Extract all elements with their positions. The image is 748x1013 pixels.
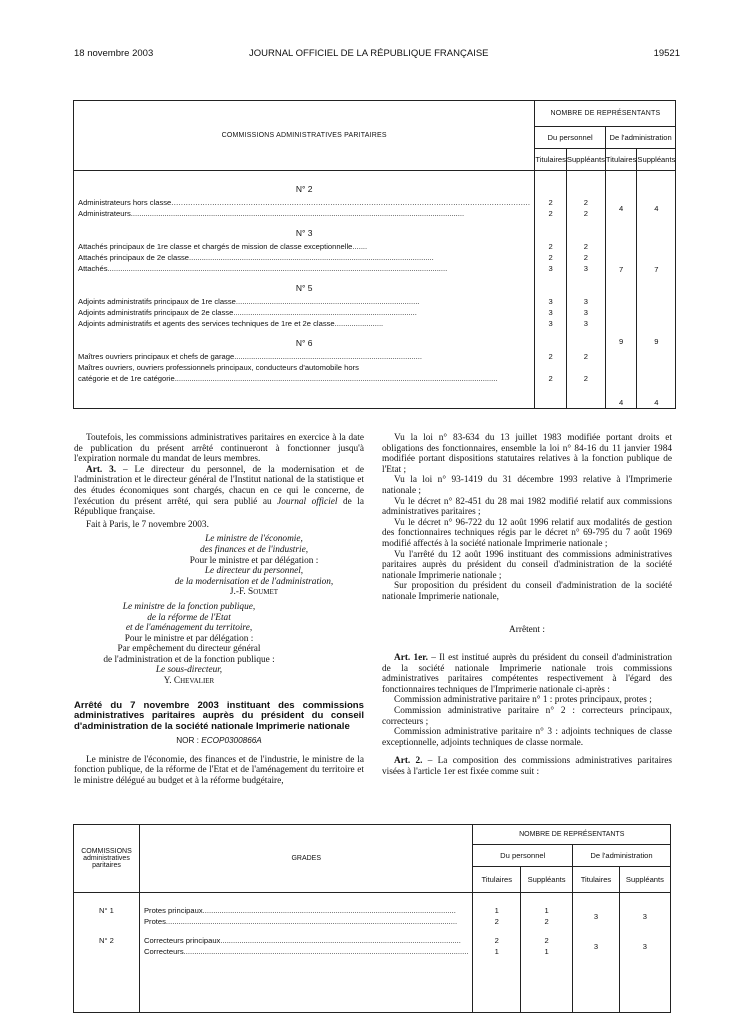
visa: Vu le décret n° 96-722 du 12 août 1996 relatif aux modalités de gestion des fonctionnaires techniques régis par le décret n° 69-795 du 7 août 1969 modifié affectés à la société nationale Imprimerie nationale ;: [382, 517, 672, 549]
personnel-titulaires-col: 2 2 2 2 3 3 3 3 2 2: [535, 171, 567, 409]
article-3: Art. 3. – Le directeur du personnel, de la modernisation et de l'administration et le directeur général de l'Institut national de la statistique et des études économiques sont chargés, chacun en ce qui le concerne, de l'exécution du présent arrêté, qui sera publié au Journal officiel de la République française.: [74, 464, 365, 518]
section-title: N° 6: [295, 338, 313, 348]
header-date: 18 novembre 2003: [74, 48, 154, 59]
commission-2: Commission administrative paritaire n° 2 : correcteurs principaux, correcteurs ;: [382, 706, 672, 727]
commission-col: N° 1 N° 2: [74, 893, 140, 1013]
arrete-title: Arrêté du 7 novembre 2003 instituant des commissions administratives paritaires auprès du président du conseil d'administration de la société nationale Imprimerie nationale: [74, 699, 364, 733]
personnel-suppleants-col: 2 2 2 2 3 3 3 3 2 2: [566, 171, 605, 409]
col-header-personnel: Du personnel: [535, 127, 606, 149]
col-header-commissions: COMMISSIONS ADMINISTRATIVES PARITAIRES: [74, 101, 535, 171]
commission-1: Commission administrative paritaire n° 1 : protes principaux, protes ;: [394, 695, 652, 706]
col-header-titulaires: Titulaires: [573, 867, 620, 893]
admin-titulaires-col: 3 3: [573, 893, 620, 1013]
header-title: JOURNAL OFFICIEL DE LA RÉPUBLIQUE FRANÇAISE: [249, 48, 489, 59]
personnel-suppleants-col: 1 2 2 1: [521, 893, 573, 1013]
visa: Vu la loi n° 83-634 du 13 juillet 1983 modifiée portant droits et obligations des fonctionnaires, ensemble la loi n° 84-16 du 11 janvier 1984 modifiée portant dispositions statutaires relatives à la fonction publique de l'Etat ;: [382, 433, 672, 475]
col-header-suppleants: Suppléants: [566, 149, 605, 171]
col-header-grades: GRADES: [139, 825, 473, 893]
representatives-table-1: [73, 100, 676, 409]
admin-suppleants-col: 3 3: [619, 893, 670, 1013]
col-header-administration: De l'administration: [605, 127, 676, 149]
row-label: Maîtres ouvriers, ouvriers professionnels principaux, conducteurs d'automobile hors: [78, 363, 359, 372]
col-header-personnel: Du personnel: [473, 845, 573, 867]
signature-block-2: Le ministre de la fonction publique, de la réforme de l'Etat et de l'aménagement du territoire, Pour le ministre et par délégation : Par empêchement du directeur général de l'administration et de la fonction publique : Le sous-directeur, Y. Chevalier: [103, 601, 275, 687]
section-title: N° 2: [295, 184, 313, 194]
visa: Vu l'arrêté du 12 août 1996 instituant des commissions administratives paritaires auprès du président du conseil d'administration de la société nationale Imprimerie nationale ;: [382, 549, 672, 581]
fait-a-paris: Fait à Paris, le 7 novembre 2003.: [86, 519, 209, 530]
personnel-titulaires-col: 1 2 2 1: [473, 893, 521, 1013]
row-label: Adjoints administratifs principaux de 1re classe.......................................................................................: [78, 297, 420, 306]
col-header-titulaires: Titulaires: [605, 149, 637, 171]
row-label: Maîtres ouvriers principaux et chefs de garage.........................................................................................: [78, 352, 422, 361]
col-header-suppleants: Suppléants: [619, 867, 670, 893]
arretent: Arrêtent :: [509, 624, 545, 635]
representatives-table-2: [73, 824, 671, 1013]
nor-reference: NOR : ECOP0300866A: [176, 736, 262, 746]
col-header-titulaires: Titulaires: [473, 867, 521, 893]
col-header-administration: De l'administration: [573, 845, 671, 867]
page-header: [74, 48, 680, 62]
commission-3: Commission administrative paritaire n° 3 : adjoints techniques de classe exceptionnelle, adjoints techniques de classe normale.: [382, 727, 672, 748]
section-title: N° 3: [295, 228, 313, 238]
col-header-nombre: NOMBRE DE REPRÉSENTANTS: [473, 825, 671, 845]
paragraph: Le ministre de l'économie, des finances et de l'industrie, le ministre de la fonction publique, de la réforme de l'Etat et de l'aménagement du territoire et le ministre délégué au budget et à la réforme budgétaire,: [74, 754, 364, 786]
right-column: [382, 433, 672, 778]
row-label: Adjoints administratifs et agents des services techniques de 1re et 2e classe.......................: [78, 319, 384, 328]
row-label: catégorie et de 1re catégorie.........................................................................................................................................................: [78, 374, 498, 383]
visa: Vu le décret n° 82-451 du 28 mai 1982 modifié relatif aux commissions administratives paritaires ;: [382, 496, 672, 518]
signature-block-1: Le ministre de l'économie, des finances et de l'industrie, Pour le ministre et par délégation : Le directeur du personnel, de la modernisation et de l'administration, J.-F. Soumet: [174, 534, 334, 598]
col-header-titulaires: Titulaires: [535, 149, 567, 171]
col-header-suppleants: Suppléants: [521, 867, 573, 893]
article-1: Art. 1er. – Il est institué auprès du président du conseil d'administration de la société nationale Imprimerie nationale trois commissions administratives paritaires compétentes respectivement à l'égard des fonctionnaires techniques de l'Imprimerie nationale ci-après :: [382, 653, 672, 695]
admin-suppleants-col: 4 7 9 4: [637, 171, 676, 409]
row-label: Administrateurs..............................................................................................................................................................: [78, 209, 465, 218]
article-2: Art. 2. – La composition des commissions administratives paritaires visées à l'article 1er est fixée comme suit :: [382, 756, 672, 778]
row-label: Attachés.................................................................................................................................................................: [78, 264, 448, 273]
table1-labels: [74, 171, 535, 409]
col-header-suppleants: Suppléants: [637, 149, 676, 171]
row-label: Administrateurs hors classe.....................................................................................................................................................: [78, 198, 531, 207]
paragraph: Toutefois, les commissions administratives paritaires en exercice à la date de publication du présent arrêté continueront à fonctionner jusqu'à l'expiration normale du mandat de leurs membres.: [74, 433, 364, 465]
col-header-nombre: NOMBRE DE REPRÉSENTANTS: [535, 101, 676, 127]
visa: Sur proposition du président du conseil d'administration de la société nationale Imprimerie nationale,: [382, 581, 672, 602]
header-page-number: 19521: [653, 48, 680, 59]
row-label: Attachés principaux de 1re classe et chargés de mission de classe exceptionnelle.......: [78, 242, 368, 251]
row-label: Attachés principaux de 2e classe....................................................................................................................: [78, 253, 434, 262]
grades-col: Protes principaux........................................................................................................................ Protes.......................................................................................................................................... Correcteurs principaux.................................................................................................................. Correcteurs.......................................................................................................................................: [139, 893, 473, 1013]
visa: Vu la loi n° 93-1419 du 31 décembre 1993 relative à l'Imprimerie nationale ;: [382, 475, 672, 496]
row-label: Adjoints administratifs principaux de 2e classe.......................................................................................: [78, 308, 417, 317]
section-title: N° 5: [295, 283, 313, 293]
left-column: [74, 433, 364, 786]
admin-titulaires-col: 4 7 9 4: [605, 171, 637, 409]
col-header-commissions: COMMISSIONS administratives paritaires: [74, 825, 140, 893]
